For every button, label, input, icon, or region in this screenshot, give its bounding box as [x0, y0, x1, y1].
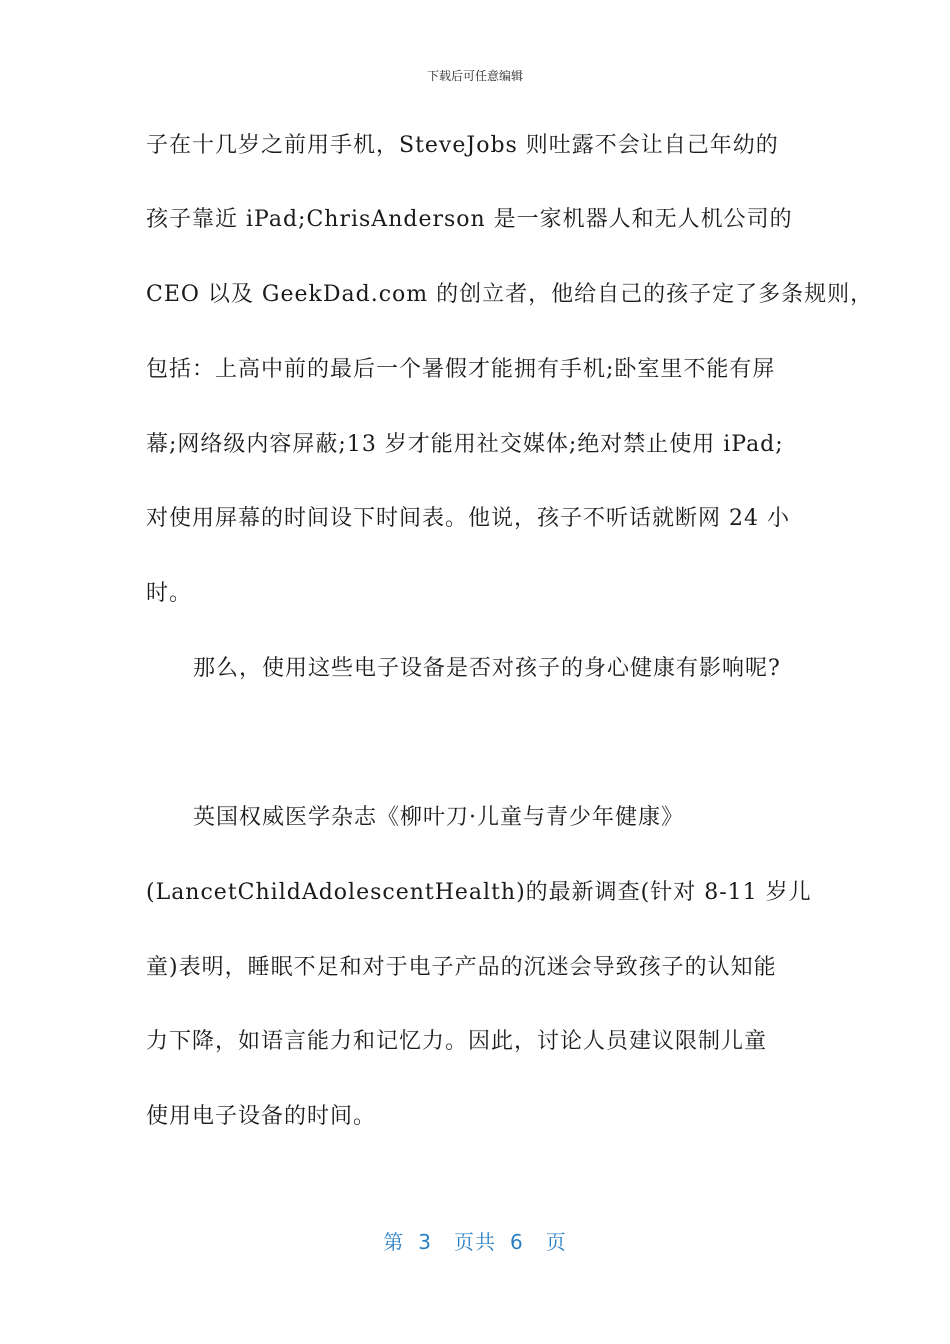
- footer-label-ye-gong: 页共: [454, 1230, 496, 1254]
- body-line-5: 幕;网络级内容屏蔽;13 岁才能用社交媒体;绝对禁止使用 iPad;: [146, 432, 784, 457]
- body-line-6: 对使用屏幕的时间设下时间表。他说，孩子不听话就断网 24 小: [146, 506, 790, 531]
- body-line-12: 力下降，如语言能力和记忆力。因此，讨论人员建议限制儿童: [146, 1029, 768, 1054]
- footer-page-number: 3: [418, 1230, 432, 1254]
- body-question-line: 那么，使用这些电子设备是否对孩子的身心健康有影响呢?: [193, 656, 781, 681]
- page-footer: [0, 1226, 950, 1255]
- footer-label-ye: 页: [545, 1230, 567, 1254]
- body-line-9: 英国权威医学杂志《柳叶刀·儿童与青少年健康》: [193, 805, 684, 830]
- header-note: 下载后可任意编辑: [426, 69, 523, 83]
- footer-label-di: 第: [383, 1230, 405, 1254]
- footer-total-pages: 6: [510, 1230, 524, 1254]
- body-line-11: 童)表明，睡眠不足和对于电子产品的沉迷会导致孩子的认知能: [146, 955, 777, 980]
- body-line-2: 孩子靠近 iPad;ChrisAnderson 是一家机器人和无人机公司的: [146, 207, 793, 232]
- body-line-7: 时。: [146, 581, 193, 606]
- body-line-1: 子在十几岁之前用手机，SteveJobs 则吐露不会让自己年幼的: [146, 133, 779, 158]
- body-line-3: CEO 以及 GeekDad.com 的创立者，他给自己的孩子定了多条规则，: [146, 282, 874, 307]
- body-line-10: (LancetChildAdolescentHealth)的最新调查(针对 8-11 岁儿: [146, 880, 812, 905]
- body-line-4: 包括：上高中前的最后一个暑假才能拥有手机;卧室里不能有屏: [146, 357, 776, 382]
- body-line-13: 使用电子设备的时间。: [146, 1104, 377, 1129]
